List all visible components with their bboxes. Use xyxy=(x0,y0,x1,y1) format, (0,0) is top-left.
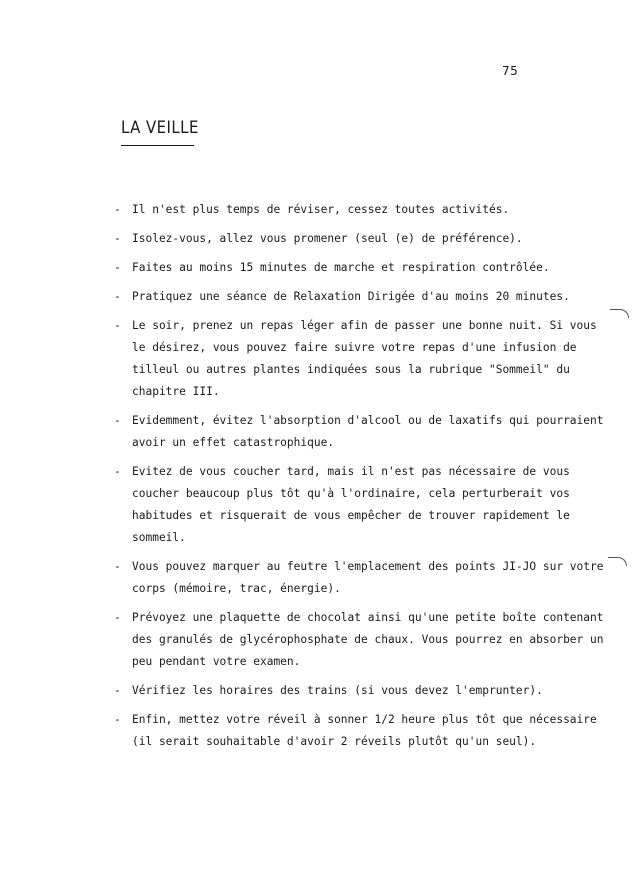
list-item-text: Pratiquez une séance de Relaxation Dirigée d'au moins 20 minutes. xyxy=(132,290,570,303)
bullet-dash: - xyxy=(114,319,121,332)
bullet-dash: - xyxy=(114,560,121,573)
list-item xyxy=(114,680,604,702)
list-item xyxy=(114,199,604,221)
bullet-dash: - xyxy=(114,684,121,697)
list-item-text: Vous pouvez marquer au feutre l'emplacement des points JI-JO sur votre corps (mémoire, trac, énergie). xyxy=(132,560,604,595)
margin-mark xyxy=(610,309,629,318)
list-item-text: Le soir, prenez un repas léger afin de passer une bonne nuit. Si vous le désirez, vous pouvez faire suivre votre repas d'une infusion de tilleul ou autres plantes indiquées sous la rubrique "Sommeil" du chapitre III. xyxy=(132,319,597,398)
list-item-text: Faites au moins 15 minutes de marche et respiration contrôlée. xyxy=(132,261,550,274)
bullet-dash: - xyxy=(114,232,121,245)
bullet-dash: - xyxy=(114,203,121,216)
list-item xyxy=(114,607,604,673)
list-item-text: Evitez de vous coucher tard, mais il n'est pas nécessaire de vous coucher beaucoup plus tôt qu'à l'ordinaire, cela perturberait vos habitudes et risquerait de vous empêcher de trouver rapidement le sommeil. xyxy=(132,465,570,544)
list-item-text: Il n'est plus temps de réviser, cessez toutes activités. xyxy=(132,203,510,216)
bullet-dash: - xyxy=(114,290,121,303)
section-title: LA VEILLE xyxy=(121,118,199,138)
bullet-dash: - xyxy=(114,414,121,427)
list-item xyxy=(114,709,604,753)
list-item xyxy=(114,315,604,403)
bullet-dash: - xyxy=(114,465,121,478)
bullet-list xyxy=(114,199,604,760)
page-number: 75 xyxy=(502,64,519,78)
list-item-text: Isolez-vous, allez vous promener (seul (e) de préférence). xyxy=(132,232,523,245)
list-item-text: Prévoyez une plaquette de chocolat ainsi qu'une petite boîte contenant des granulés de glycérophosphate de chaux. Vous pourrez en absorber un peu pendant votre examen. xyxy=(132,611,604,668)
margin-mark xyxy=(608,557,627,566)
list-item-text: Vérifiez les horaires des trains (si vous devez l'emprunter). xyxy=(132,684,543,697)
list-item xyxy=(114,286,604,308)
list-item xyxy=(114,257,604,279)
bullet-dash: - xyxy=(114,261,121,274)
list-item xyxy=(114,556,604,600)
bullet-dash: - xyxy=(114,611,121,624)
list-item xyxy=(114,228,604,250)
list-item-text: Evidemment, évitez l'absorption d'alcool ou de laxatifs qui pourraient avoir un effet catastrophique. xyxy=(132,414,604,449)
bullet-dash: - xyxy=(114,713,121,726)
list-item-text: Enfin, mettez votre réveil à sonner 1/2 heure plus tôt que nécessaire (il serait souhaitable d'avoir 2 réveils plutôt qu'un seul). xyxy=(132,713,597,748)
list-item xyxy=(114,461,604,549)
list-item xyxy=(114,410,604,454)
title-underline xyxy=(121,145,194,146)
